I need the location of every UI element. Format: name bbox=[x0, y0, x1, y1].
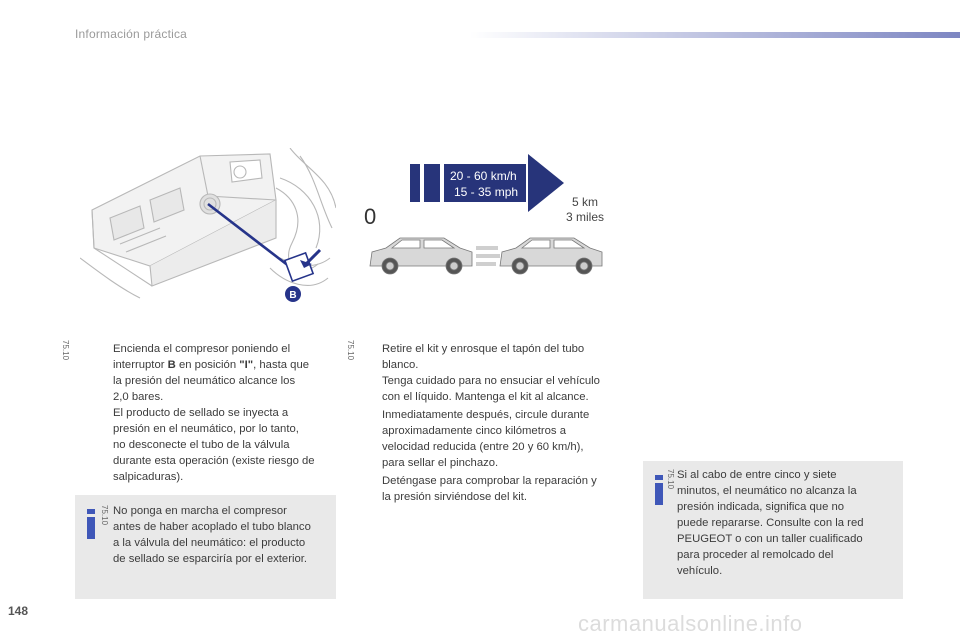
instruction-line: no desconecte el tubo de la válvula bbox=[113, 439, 290, 451]
instruction-line: para sellar el pinchazo. bbox=[382, 457, 499, 469]
info-text-warning bbox=[113, 503, 333, 567]
section-code-info-right: 75.10 bbox=[666, 469, 675, 490]
info-icon bbox=[87, 517, 95, 539]
figure-label-b: B bbox=[289, 290, 297, 301]
page-number: 148 bbox=[8, 604, 29, 618]
switch-position-i: "I" bbox=[239, 359, 254, 371]
section-code-middle: 75.10 bbox=[346, 340, 355, 361]
info-box-warning bbox=[75, 495, 336, 599]
instruction-line: durante esta operación (existe riesgo de bbox=[113, 455, 315, 467]
driving-speed-diagram bbox=[360, 148, 630, 278]
speed-bar-2 bbox=[424, 164, 440, 202]
speed-arrow-head bbox=[528, 154, 564, 212]
instruction-line: Inmediatamente después, circule durante bbox=[382, 409, 590, 421]
info-line: Si al cabo de entre cinco y siete bbox=[677, 469, 837, 481]
instruction-item-stop-check bbox=[382, 473, 632, 505]
left-column-instructions bbox=[113, 341, 333, 485]
info-icon bbox=[655, 483, 663, 505]
speed-mph-label: 15 - 35 mph bbox=[454, 185, 519, 199]
instruction-line: salpicaduras). bbox=[113, 471, 184, 483]
motion-lines bbox=[476, 248, 500, 264]
instruction-item-compressor bbox=[113, 341, 333, 485]
car-illustration-moving bbox=[500, 238, 602, 274]
header-gradient-bar bbox=[470, 32, 960, 38]
instruction-line: El producto de sellado se inyecta a bbox=[113, 407, 289, 419]
middle-column-instructions bbox=[382, 341, 632, 505]
section-code-left: 75.10 bbox=[61, 340, 70, 361]
switch-label-b: B bbox=[167, 359, 176, 371]
text-interruptor: interruptor bbox=[113, 359, 165, 371]
speed-bar-1 bbox=[410, 164, 420, 202]
page-section-title: Información práctica bbox=[75, 27, 188, 41]
instruction-line: aproximadamente cinco kilómetros a bbox=[382, 425, 566, 437]
info-line: presión indicada, significa que no bbox=[677, 501, 845, 513]
instruction-line: la presión del neumático alcance los bbox=[113, 375, 296, 387]
car-illustration-start bbox=[370, 238, 472, 274]
info-text-repair-failure bbox=[677, 467, 899, 579]
info-line: vehículo. bbox=[677, 565, 723, 577]
instruction-line: Deténgase para comprobar la reparación y bbox=[382, 475, 597, 487]
info-line: antes de haber acoplado el tubo blanco bbox=[113, 521, 311, 533]
instruction-line: velocidad reducida (entre 20 y 60 km/h), bbox=[382, 441, 584, 453]
info-box-repair-failure bbox=[643, 461, 903, 599]
instruction-line bbox=[113, 357, 333, 373]
instruction-line: con el líquido. Mantenga el kit al alcance. bbox=[382, 391, 589, 403]
instruction-line: presión en el neumático, por lo tanto, bbox=[113, 423, 299, 435]
instruction-line: blanco. bbox=[382, 359, 419, 371]
info-line: de sellado se esparciría por el exterior. bbox=[113, 553, 308, 565]
section-code-info-left: 75.10 bbox=[100, 505, 109, 526]
start-distance-label: 0 bbox=[364, 204, 377, 229]
distance-km-label: 5 km bbox=[572, 195, 599, 209]
info-line: PEUGEOT o con un taller cualificado bbox=[677, 533, 863, 545]
instruction-line: la presión sirviéndose del kit. bbox=[382, 491, 528, 503]
instruction-item-drive bbox=[382, 407, 632, 471]
instruction-line: Encienda el compresor poniendo el bbox=[113, 343, 291, 355]
info-line: para proceder al remolcado del bbox=[677, 549, 834, 561]
info-line: puede repararse. Consulte con la red bbox=[677, 517, 864, 529]
instruction-line: 2,0 bares. bbox=[113, 391, 164, 403]
instruction-line: Tenga cuidado para no ensuciar el vehículo bbox=[382, 375, 600, 387]
watermark-text: carmanualsonline.info bbox=[578, 611, 803, 636]
info-line: No ponga en marcha el compresor bbox=[113, 505, 287, 517]
compressor-kit-illustration bbox=[80, 148, 336, 310]
text-until: , hasta que bbox=[253, 359, 310, 371]
instruction-line: Retire el kit y enrosque el tapón del tubo bbox=[382, 343, 585, 355]
speed-kmh-label: 20 - 60 km/h bbox=[450, 169, 517, 183]
info-line: minutos, el neumático no alcanza la bbox=[677, 485, 857, 497]
info-line: a la válvula del neumático: el producto bbox=[113, 537, 306, 549]
instruction-item-remove-kit bbox=[382, 341, 632, 405]
distance-miles-label: 3 miles bbox=[566, 210, 605, 224]
text-position: en posición bbox=[178, 359, 237, 371]
